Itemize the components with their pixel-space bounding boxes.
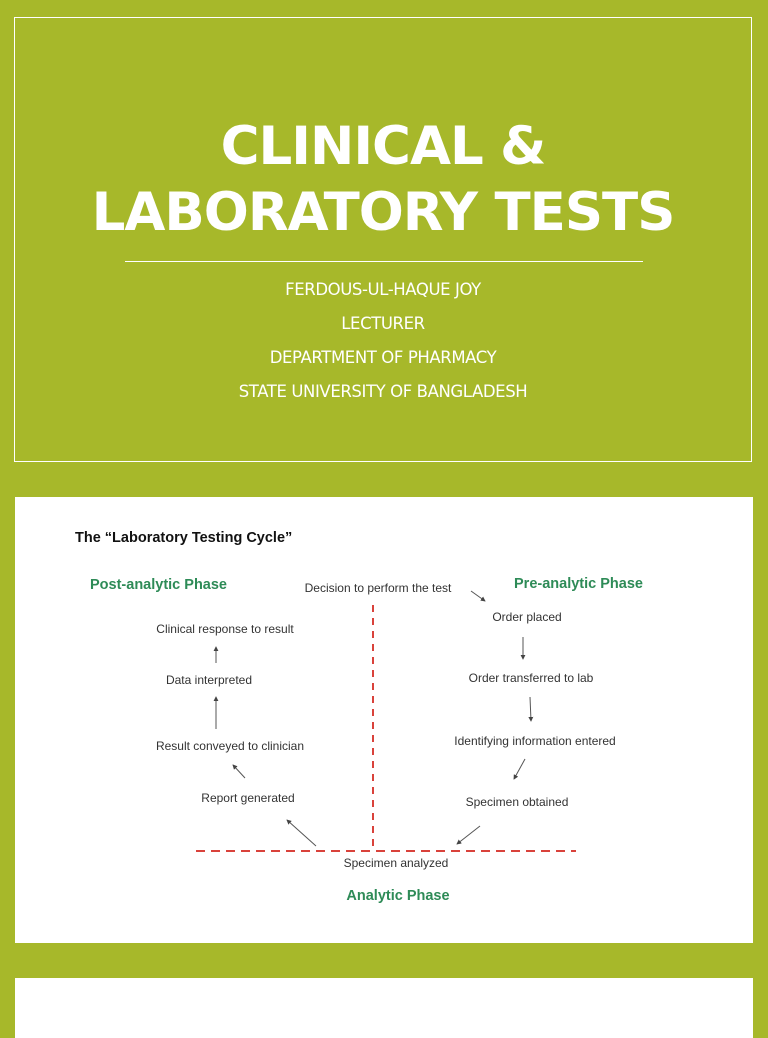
decision-step: Decision to perform the test bbox=[304, 581, 452, 595]
pre-step-order-transferred: Order transferred to lab bbox=[468, 671, 594, 685]
slide-title bbox=[15, 114, 751, 246]
analytic-step-specimen-analyzed: Specimen analyzed bbox=[343, 856, 449, 870]
post-analytic-phase-label: Post-analytic Phase bbox=[90, 577, 227, 593]
post-step-report-generated: Report generated bbox=[201, 791, 295, 805]
diagram-slide bbox=[15, 497, 753, 943]
author-role: LECTURER bbox=[341, 314, 425, 333]
pre-step-identifying-information: Identifying information entered bbox=[454, 734, 616, 748]
title-divider bbox=[125, 261, 643, 262]
title-line-1: CLINICAL & bbox=[220, 116, 546, 177]
arrow-transfer-to-identify bbox=[530, 697, 531, 721]
title-line-2: LABORATORY TESTS bbox=[91, 182, 675, 243]
title-slide bbox=[14, 17, 752, 462]
arrow-report-to-result bbox=[233, 765, 245, 778]
arrow-decision-to-order bbox=[471, 591, 485, 601]
pre-step-order-placed: Order placed bbox=[492, 610, 562, 624]
post-step-data-interpreted: Data interpreted bbox=[165, 673, 253, 687]
laboratory-testing-cycle-diagram bbox=[15, 497, 753, 943]
author-name: FERDOUS-UL-HAQUE JOY bbox=[285, 280, 481, 299]
post-step-result-conveyed: Result conveyed to clinician bbox=[155, 739, 305, 753]
pre-analytic-phase-label: Pre-analytic Phase bbox=[514, 576, 643, 592]
pre-step-specimen-obtained: Specimen obtained bbox=[465, 795, 569, 809]
arrow-obtain-to-analyze bbox=[457, 826, 480, 844]
analytic-phase-label: Analytic Phase bbox=[346, 888, 450, 904]
arrow-identify-to-obtain bbox=[514, 759, 525, 779]
next-slide-preview bbox=[15, 978, 753, 1038]
diagram-title: The “Laboratory Testing Cycle” bbox=[75, 530, 293, 546]
author-department: DEPARTMENT OF PHARMACY bbox=[269, 348, 497, 367]
author-university: STATE UNIVERSITY OF BANGLADESH bbox=[238, 382, 528, 401]
author-info bbox=[15, 273, 751, 409]
post-step-clinical-response: Clinical response to result bbox=[156, 622, 294, 636]
arrow-analyze-to-report bbox=[287, 820, 316, 846]
